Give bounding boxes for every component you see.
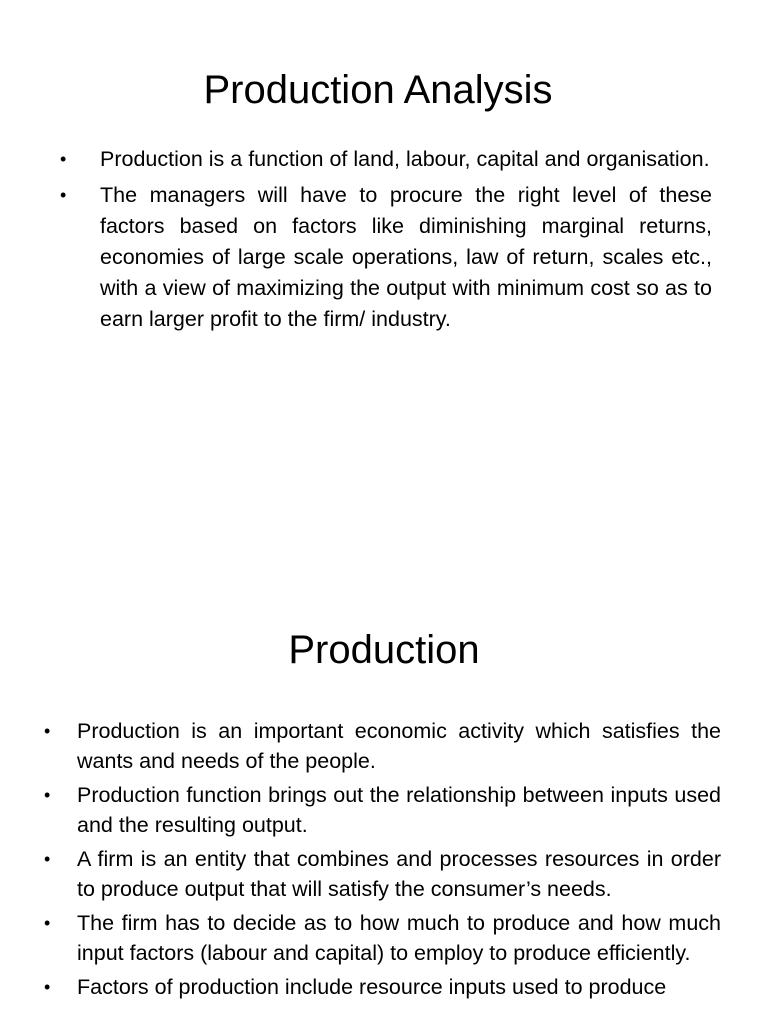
bullet-text: Production function brings out the relationship between inputs used and the resulting output. — [77, 783, 721, 837]
bullet-icon: • — [44, 785, 51, 805]
bullet-text: Production is a function of land, labour, capital and organisation. — [100, 147, 710, 171]
bullet-icon: • — [44, 913, 51, 933]
bullet-list — [60, 144, 712, 340]
bullet-icon: • — [44, 977, 51, 997]
bullet-text: The managers will have to procure the right level of these factors based on factors like diminishing marginal returns, economies of large scale operations, law of return, scales etc., with a view of maximizing the output with minimum cost so as to earn larger profit to the firm/ industry. — [100, 183, 712, 331]
bullet-icon: • — [44, 721, 51, 741]
list-item — [44, 973, 721, 1003]
bullet-text: The firm has to decide as to how much to produce and how much input factors (labour and capital) to employ to produce efficiently. — [77, 911, 721, 965]
bullet-icon: • — [60, 185, 67, 205]
bullet-icon: • — [44, 849, 51, 869]
bullet-text: Factors of production include resource inputs used to produce — [77, 975, 667, 999]
bullet-icon: • — [60, 149, 67, 169]
list-item — [60, 180, 712, 335]
slide-production — [0, 560, 768, 1024]
bullet-text: A firm is an entity that combines and processes resources in order to produce output that will satisfy the consumer’s needs. — [77, 847, 721, 901]
bullet-text: Production is an important economic activity which satisfies the wants and needs of the people. — [77, 719, 721, 773]
slide-title: Production — [288, 628, 480, 672]
list-item — [44, 781, 721, 840]
list-item — [44, 845, 721, 904]
slide-title: Production Analysis — [203, 68, 553, 112]
list-item — [44, 717, 721, 776]
bullet-list — [44, 717, 721, 1008]
list-item — [44, 909, 721, 968]
list-item — [60, 144, 712, 175]
